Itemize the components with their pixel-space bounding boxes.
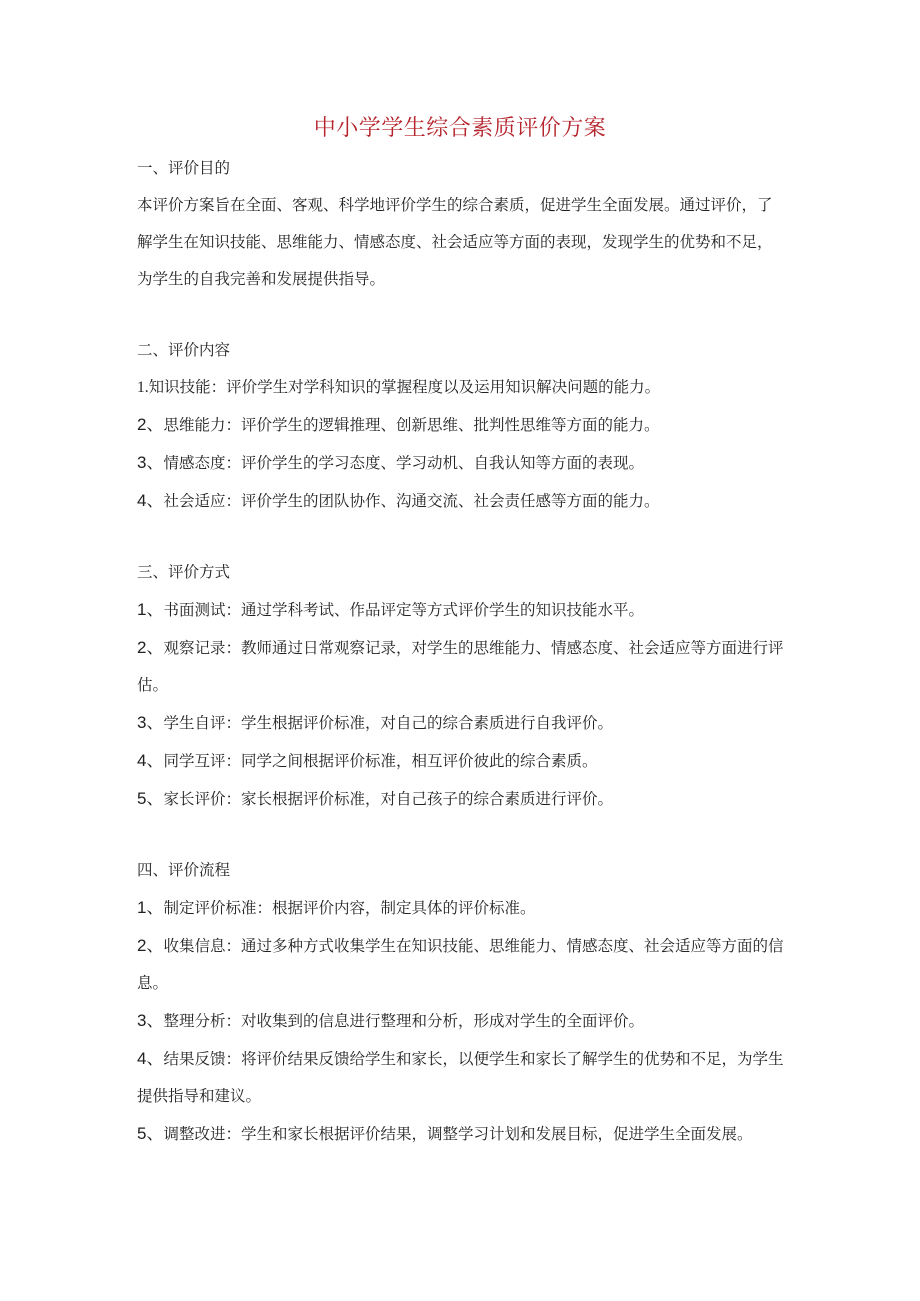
section-heading: 三、评价方式 [137,563,231,581]
item-text: 结果反馈：将评价结果反馈给学生和家长，以便学生和家长了解学生的优势和不足，为学生提供指导和建议。 [137,1050,784,1105]
item-text: 调整改进：学生和家长根据评价结果，调整学习计划和发展目标，促进学生全面发展。 [163,1125,753,1143]
list-item [137,482,787,520]
item-number: 4、 [137,1049,164,1068]
list-item [137,927,787,1002]
section-heading: 二、评价内容 [137,341,231,359]
item-text: 情感态度：评价学生的学习态度、学习动机、自我认知等方面的表现。 [163,454,644,472]
item-text: 学生自评：学生根据评价标准，对自己的综合素质进行自我评价。 [163,714,613,732]
item-text: 书面测试：通过学科考试、作品评定等方式评价学生的知识技能水平。 [163,601,644,619]
item-number: 3、 [137,453,164,472]
item-number: 4、 [137,751,164,770]
item-number: 2、 [137,415,164,434]
item-number: 5、 [137,789,164,808]
item-number: 1、 [137,898,164,917]
item-text: 思维能力：评价学生的逻辑推理、创新思维、批判性思维等方面的能力。 [163,416,660,434]
section-heading: 四、评价流程 [137,861,231,879]
item-text: 整理分析：对收集到的信息进行整理和分析，形成对学生的全面评价。 [163,1012,644,1030]
item-text: 观察记录：教师通过日常观察记录，对学生的思维能力、情感态度、社会适应等方面进行评估。 [137,639,784,694]
list-item [137,1115,787,1153]
list-item [137,591,787,629]
item-number: 2、 [137,936,164,955]
section-process [137,852,787,1153]
item-number: 1. [137,379,149,396]
list-item [137,369,787,406]
list-item [137,780,787,818]
section-purpose [137,150,787,298]
document-body [137,150,787,1153]
list-item [137,444,787,482]
document-title: 中小学学生综合素质评价方案 [313,116,607,141]
item-text: 知识技能：评价学生对学科知识的掌握程度以及运用知识解决问题的能力。 [148,378,661,396]
list-item [137,406,787,444]
item-text: 制定评价标准：根据评价内容，制定具体的评价标准。 [163,899,536,917]
list-item [137,742,787,780]
section-methods [137,554,787,818]
list-item [137,1002,787,1040]
item-text: 同学互评：同学之间根据评价标准，相互评价彼此的综合素质。 [163,752,598,770]
list-item [137,1040,787,1115]
section-content [137,332,787,520]
section-heading: 一、评价目的 [137,159,231,177]
item-number: 5、 [137,1124,164,1143]
list-item [137,704,787,742]
item-number: 3、 [137,713,164,732]
item-number: 3、 [137,1011,164,1030]
section-paragraph: 本评价方案旨在全面、客观、科学地评价学生的综合素质，促进学生全面发展。通过评价，了解学生在知识技能、思维能力、情感态度、社会适应等方面的表现，发现学生的优势和不足，为学生的自我完善和发展提供指导。 [137,196,773,288]
item-text: 家长评价：家长根据评价标准，对自己孩子的综合素质进行评价。 [163,790,613,808]
item-text: 社会适应：评价学生的团队协作、沟通交流、社会责任感等方面的能力。 [163,492,660,510]
item-number: 1、 [137,600,164,619]
item-number: 2、 [137,638,164,657]
item-text: 收集信息：通过多种方式收集学生在知识技能、思维能力、情感态度、社会适应等方面的信息。 [137,937,784,992]
list-item [137,629,787,704]
list-item [137,889,787,927]
item-number: 4、 [137,491,164,510]
